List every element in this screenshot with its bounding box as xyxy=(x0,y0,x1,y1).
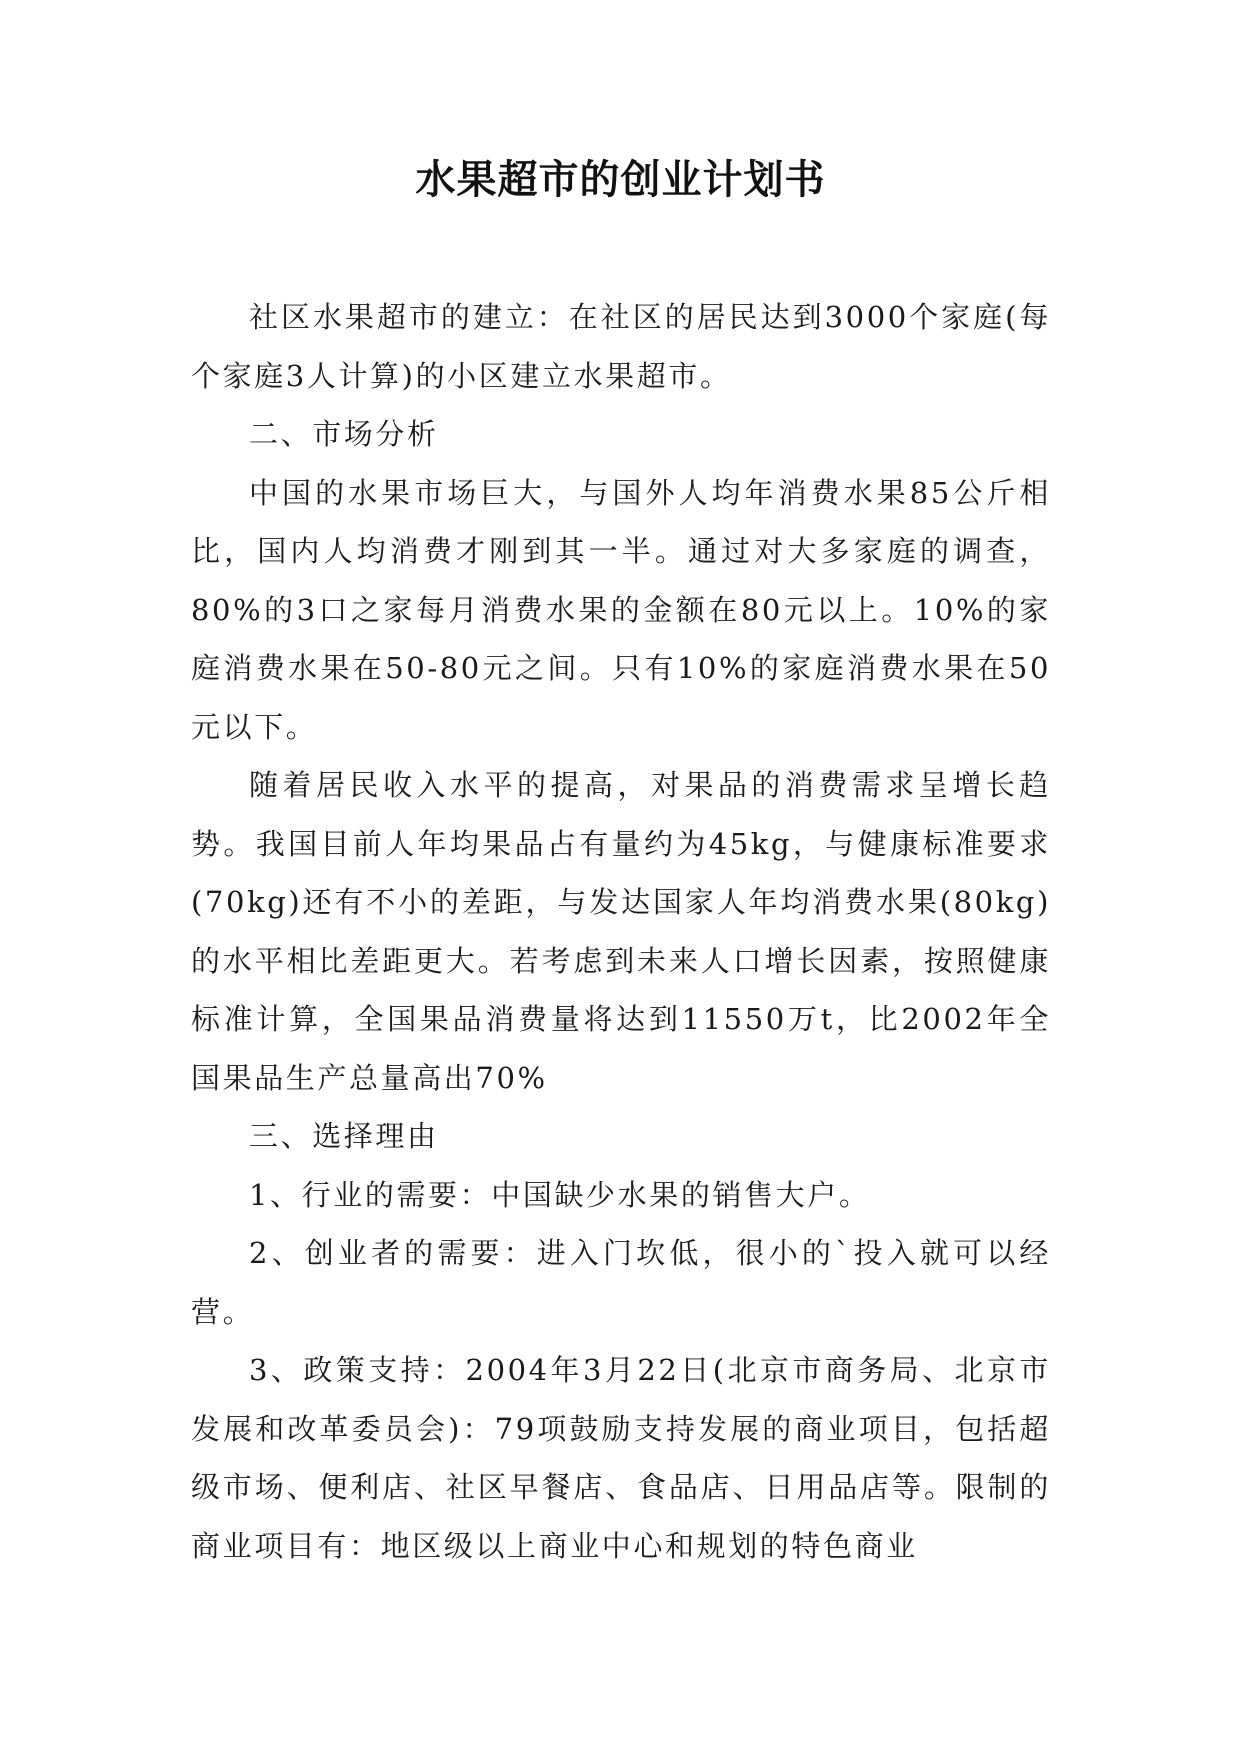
section-heading-market-analysis: 二、市场分析 xyxy=(249,417,439,451)
document-title: 水果超市的创业计划书 xyxy=(415,157,826,203)
paragraph-market-size: 中国的水果市场巨大，与国外人均年消费水果85公斤相比，国内人均消费才刚到其一半。通过对大多家庭的调查，80%的3口之家每月消费水果的金额在80元以上。10%的家庭消费水果在50-80元之间。只有10%的家庭消费水果在50元以下。 xyxy=(191,475,1051,744)
paragraph-reason-industry: 1、行业的需要：中国缺少水果的销售大户。 xyxy=(249,1177,871,1212)
paragraph-demand-trend: 随着居民收入水平的提高，对果品的消费需求呈增长趋势。我国目前人年均果品占有量约为45kg，与健康标准要求(70kg)还有不小的差距，与发达国家人年均消费水果(80kg)的水平相比差距更大。若考虑到未来人口增长因素，按照健康标准计算，全国果品消费量将达到11550万t，比2002年全国果品生产总量高出70% xyxy=(191,768,1051,1095)
paragraph-reason-entrepreneur: 2、创业者的需要：进入门坎低，很小的`投入就可以经营。 xyxy=(191,1236,1051,1329)
section-heading-reasons: 三、选择理由 xyxy=(249,1119,439,1153)
paragraph-intro: 社区水果超市的建立：在社区的居民达到3000个家庭(每个家庭3人计算)的小区建立水果超市。 xyxy=(191,300,1051,393)
paragraph-reason-policy: 3、政策支持：2004年3月22日(北京市商务局、北京市发展和改革委员会)：79项鼓励支持发展的商业项目，包括超级市场、便利店、社区早餐店、食品店、日用品店等。限制的商业项目有：地区级以上商业中心和规划的特色商业 xyxy=(191,1353,1051,1563)
document-body xyxy=(191,288,1051,1575)
